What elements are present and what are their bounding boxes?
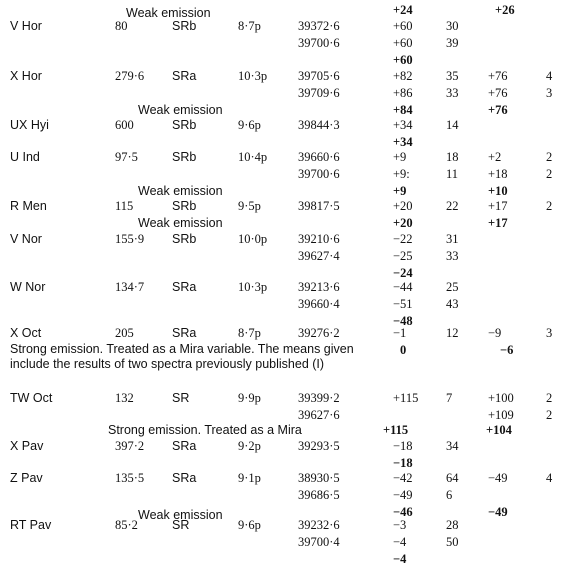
plate-uind-0: 39660·6 xyxy=(298,150,340,164)
velocity-uxhyi-0: +34 xyxy=(393,118,413,132)
note-xoct: Strong emission. Treated as a Mira variable. The means given include the results of two spectra previously published (I) xyxy=(10,342,354,371)
emission-count-xhor-0: 4 xyxy=(546,69,553,83)
emission-count-xoct-0: 3 xyxy=(546,326,553,340)
plate-rtpav-1: 39700·4 xyxy=(298,535,340,549)
emission-velocity-twoct-1: +109 xyxy=(488,408,514,422)
magnitude-wnor: 10·3p xyxy=(238,280,268,294)
variable-type-xpav: SRa xyxy=(172,439,197,453)
variable-type-xoct: SRa xyxy=(172,326,197,340)
emission-velocity-rmen-0: +17 xyxy=(488,199,508,213)
velocity-mean-uxhyi: +34 xyxy=(393,135,413,149)
star-name-xhor: X Hor xyxy=(10,69,42,83)
top-weak-emission-note: Weak emission xyxy=(126,6,211,20)
emission-count-uind-1: 2 xyxy=(546,167,553,181)
plate-zpav-0: 38930·5 xyxy=(298,471,340,485)
lines-count-wnor-0: 25 xyxy=(446,280,459,294)
velocity-rmen-0: +20 xyxy=(393,199,413,213)
star-name-vnor: V Nor xyxy=(10,232,42,246)
plate-xhor-0: 39705·6 xyxy=(298,69,340,83)
velocity-xhor-0: +82 xyxy=(393,69,413,83)
lines-count-zpav-1: 6 xyxy=(446,488,453,502)
plate-vhor-1: 39700·6 xyxy=(298,36,340,50)
lines-count-wnor-1: 43 xyxy=(446,297,459,311)
emission-mean-uind: +10 xyxy=(488,184,508,198)
velocity-xpav-0: −18 xyxy=(393,439,413,453)
velocity-vhor-1: +60 xyxy=(393,36,413,50)
plate-twoct-0: 39399·2 xyxy=(298,391,340,405)
emission-count-xhor-1: 3 xyxy=(546,86,553,100)
note-uind: Weak emission xyxy=(138,184,223,198)
plate-xhor-1: 39709·6 xyxy=(298,86,340,100)
velocity-mean-vnor: −24 xyxy=(393,266,413,280)
period-uind: 97·5 xyxy=(115,150,138,164)
top-emission-mean: +26 xyxy=(495,3,515,17)
velocity-mean-uind: +9 xyxy=(393,184,407,198)
magnitude-xhor: 10·3p xyxy=(238,69,268,83)
emission-count-rmen-0: 2 xyxy=(546,199,553,213)
lines-count-rmen-0: 22 xyxy=(446,199,459,213)
magnitude-zpav: 9·1p xyxy=(238,471,261,485)
lines-count-rtpav-1: 50 xyxy=(446,535,459,549)
period-xhor: 279·6 xyxy=(115,69,145,83)
star-name-wnor: W Nor xyxy=(10,280,46,294)
velocity-xoct-0: −1 xyxy=(393,326,407,340)
emission-count-twoct-0: 2 xyxy=(546,391,553,405)
star-name-rtpav: RT Pav xyxy=(10,518,52,532)
lines-count-xhor-0: 35 xyxy=(446,69,459,83)
plate-wnor-0: 39213·6 xyxy=(298,280,340,294)
note-xhor: Weak emission xyxy=(138,103,223,117)
magnitude-twoct: 9·9p xyxy=(238,391,261,405)
velocity-mean-zpav: −46 xyxy=(393,505,413,519)
top-velocity-mean: +24 xyxy=(393,3,413,17)
lines-count-xoct-0: 12 xyxy=(446,326,459,340)
velocity-mean-rmen: +20 xyxy=(393,216,413,230)
velocity-mean-twoct: +115 xyxy=(383,423,409,437)
lines-count-vnor-1: 33 xyxy=(446,249,459,263)
plate-uxhyi-0: 39844·3 xyxy=(298,118,340,132)
magnitude-uind: 10·4p xyxy=(238,150,268,164)
plate-wnor-1: 39660·4 xyxy=(298,297,340,311)
plate-twoct-1: 39627·6 xyxy=(298,408,340,422)
emission-velocity-xhor-0: +76 xyxy=(488,69,508,83)
magnitude-vnor: 10·0p xyxy=(238,232,268,246)
period-zpav: 135·5 xyxy=(115,471,145,485)
velocity-mean-rtpav: −4 xyxy=(393,552,407,566)
period-wnor: 134·7 xyxy=(115,280,145,294)
velocity-mean-wnor: −48 xyxy=(393,314,413,328)
velocity-uind-0: +9 xyxy=(393,150,407,164)
plate-rtpav-0: 39232·6 xyxy=(298,518,340,532)
emission-mean-twoct: +104 xyxy=(486,423,512,437)
plate-vhor-0: 39372·6 xyxy=(298,19,340,33)
magnitude-vhor: 8·7p xyxy=(238,19,261,33)
star-name-xoct: X Oct xyxy=(10,326,42,340)
variable-type-zpav: SRa xyxy=(172,471,197,485)
emission-velocity-xhor-1: +76 xyxy=(488,86,508,100)
magnitude-rtpav: 9·6p xyxy=(238,518,261,532)
plate-vnor-0: 39210·6 xyxy=(298,232,340,246)
variable-type-rmen: SRb xyxy=(172,199,197,213)
emission-velocity-uind-1: +18 xyxy=(488,167,508,181)
emission-mean-zpav: −49 xyxy=(488,505,508,519)
velocity-zpav-1: −49 xyxy=(393,488,413,502)
star-name-zpav: Z Pav xyxy=(10,471,43,485)
variable-type-uxhyi: SRb xyxy=(172,118,197,132)
variable-type-vnor: SRb xyxy=(172,232,197,246)
star-name-rmen: R Men xyxy=(10,199,47,213)
plate-uind-1: 39700·6 xyxy=(298,167,340,181)
velocity-rtpav-1: −4 xyxy=(393,535,407,549)
velocity-mean-vhor: +60 xyxy=(393,53,413,67)
variable-type-xhor: SRa xyxy=(172,69,197,83)
note-twoct: Strong emission. Treated as a Mira xyxy=(108,423,302,437)
lines-count-xpav-0: 34 xyxy=(446,439,459,453)
lines-count-uxhyi-0: 14 xyxy=(446,118,459,132)
lines-count-vnor-0: 31 xyxy=(446,232,459,246)
velocity-zpav-0: −42 xyxy=(393,471,413,485)
plate-xoct-0: 39276·2 xyxy=(298,326,340,340)
lines-count-uind-1: 11 xyxy=(446,167,459,181)
velocity-mean-xoct: 0 xyxy=(400,343,407,357)
velocity-vnor-1: −25 xyxy=(393,249,413,263)
lines-count-twoct-0: 7 xyxy=(446,391,453,405)
variable-type-wnor: SRa xyxy=(172,280,197,294)
plate-rmen-0: 39817·5 xyxy=(298,199,340,213)
lines-count-xhor-1: 33 xyxy=(446,86,459,100)
period-twoct: 132 xyxy=(115,391,134,405)
velocity-mean-xhor: +84 xyxy=(393,103,413,117)
velocity-mean-xpav: −18 xyxy=(393,456,413,470)
star-name-uind: U Ind xyxy=(10,150,40,164)
emission-count-uind-0: 2 xyxy=(546,150,553,164)
velocity-rtpav-0: −3 xyxy=(393,518,407,532)
variable-type-uind: SRb xyxy=(172,150,197,164)
emission-count-zpav-0: 4 xyxy=(546,471,553,485)
variable-type-vhor: SRb xyxy=(172,19,197,33)
period-rmen: 115 xyxy=(115,199,134,213)
period-vnor: 155·9 xyxy=(115,232,145,246)
lines-count-vhor-0: 30 xyxy=(446,19,459,33)
star-name-vhor: V Hor xyxy=(10,19,42,33)
magnitude-xpav: 9·2p xyxy=(238,439,261,453)
velocity-xhor-1: +86 xyxy=(393,86,413,100)
plate-xpav-0: 39293·5 xyxy=(298,439,340,453)
plate-vnor-1: 39627·4 xyxy=(298,249,340,263)
note-rmen: Weak emission xyxy=(138,216,223,230)
lines-count-zpav-0: 64 xyxy=(446,471,459,485)
lines-count-vhor-1: 39 xyxy=(446,36,459,50)
emission-mean-xhor: +76 xyxy=(488,103,508,117)
velocity-wnor-1: −51 xyxy=(393,297,413,311)
star-name-xpav: X Pav xyxy=(10,439,44,453)
star-name-twoct: TW Oct xyxy=(10,391,53,405)
magnitude-xoct: 8·7p xyxy=(238,326,261,340)
variable-type-twoct: SR xyxy=(172,391,190,405)
period-uxhyi: 600 xyxy=(115,118,134,132)
emission-velocity-uind-0: +2 xyxy=(488,150,502,164)
lines-count-rtpav-0: 28 xyxy=(446,518,459,532)
note-zpav: Weak emission xyxy=(138,508,223,522)
velocity-twoct-0: +115 xyxy=(393,391,419,405)
velocity-vhor-0: +60 xyxy=(393,19,413,33)
lines-count-uind-0: 18 xyxy=(446,150,459,164)
period-xpav: 397·2 xyxy=(115,439,145,453)
variable-type-rtpav: SR xyxy=(172,518,190,532)
velocity-vnor-0: −22 xyxy=(393,232,413,246)
period-xoct: 205 xyxy=(115,326,134,340)
emission-velocity-zpav-0: −49 xyxy=(488,471,508,485)
emission-velocity-twoct-0: +100 xyxy=(488,391,514,405)
period-vhor: 80 xyxy=(115,19,128,33)
emission-mean-rmen: +17 xyxy=(488,216,508,230)
emission-mean-xoct: −6 xyxy=(500,343,514,357)
velocity-uind-1: +9: xyxy=(393,167,410,181)
magnitude-uxhyi: 9·6p xyxy=(238,118,261,132)
magnitude-rmen: 9·5p xyxy=(238,199,261,213)
emission-velocity-xoct-0: −9 xyxy=(488,326,502,340)
emission-count-twoct-1: 2 xyxy=(546,408,553,422)
plate-zpav-1: 39686·5 xyxy=(298,488,340,502)
period-rtpav: 85·2 xyxy=(115,518,138,532)
velocity-wnor-0: −44 xyxy=(393,280,413,294)
star-name-uxhyi: UX Hyi xyxy=(10,118,49,132)
